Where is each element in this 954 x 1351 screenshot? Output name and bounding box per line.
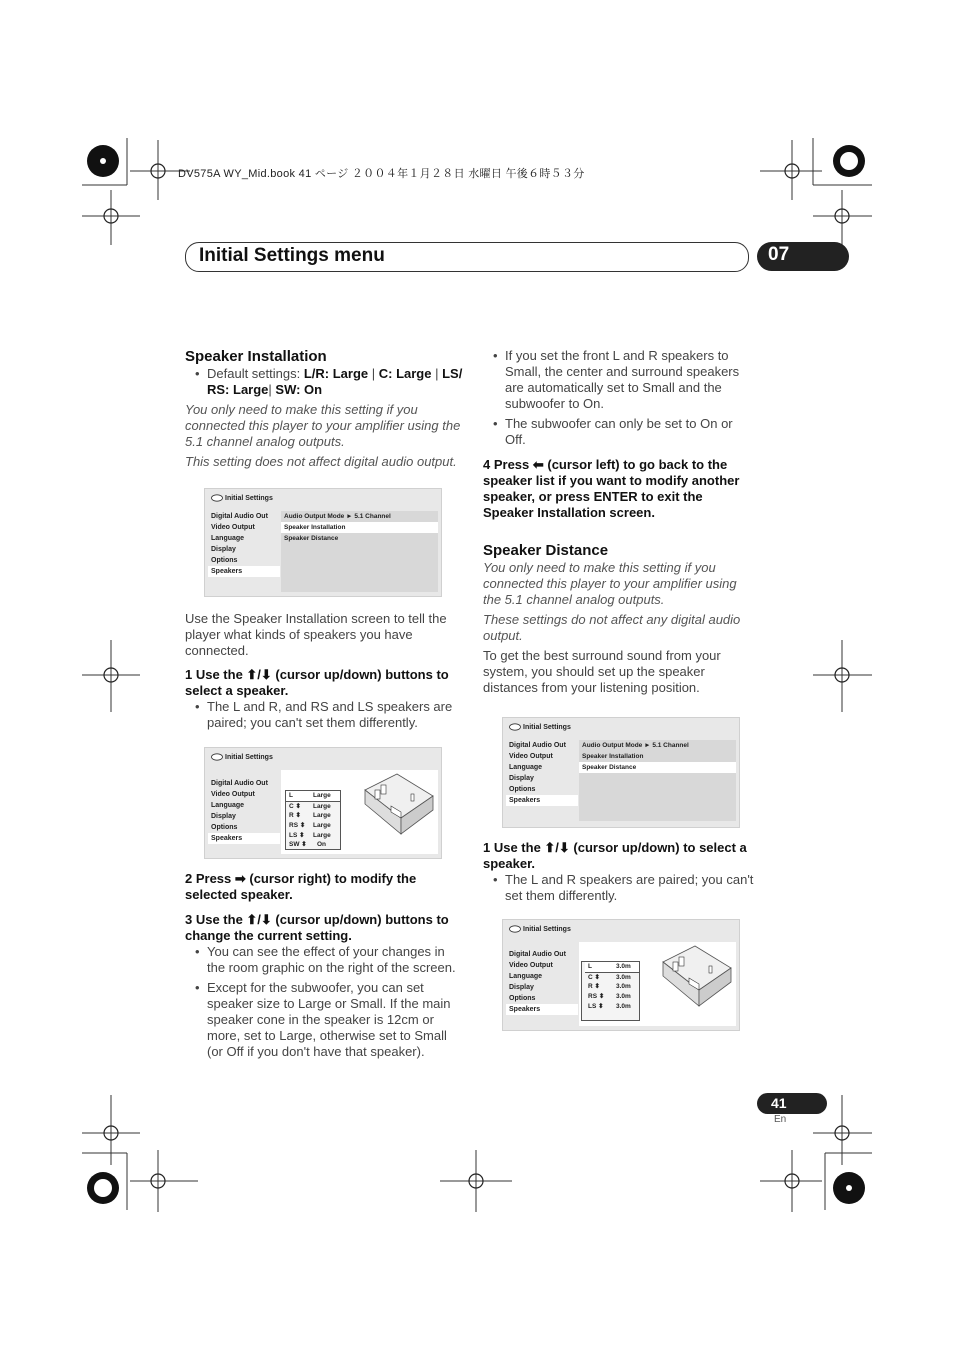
menu-item[interactable]: Display — [211, 813, 236, 820]
submenu-item[interactable]: Audio Output Mode ► 5.1 Channel — [284, 513, 391, 520]
note-italic: These settings do not affect any digital audio output. — [483, 612, 741, 643]
menu-item[interactable]: Speakers — [506, 1004, 578, 1015]
speaker-panel — [579, 942, 736, 1026]
note-italic: You only need to make this setting if you connected this player to your amplifier using the 5.1 channel analog outputs. — [483, 560, 737, 607]
menu-item[interactable]: Language — [509, 973, 543, 980]
disc-icon — [211, 753, 223, 761]
speaker-row[interactable]: RS ⬍ 3.0m — [588, 993, 631, 1001]
language-code: En — [774, 1114, 787, 1125]
settings-menu — [208, 778, 280, 844]
submenu-item[interactable]: Audio Output Mode ► 5.1 Channel — [582, 742, 689, 749]
screen-title: Initial Settings — [509, 723, 571, 731]
submenu-item[interactable]: Speaker Installation — [281, 522, 438, 533]
speaker-size-screen — [204, 747, 442, 859]
speaker-size-table — [285, 790, 341, 850]
intro-text: Use the Speaker Installation screen to tell the player what kinds of speakers you have connected. — [185, 611, 447, 658]
step-2: 2 Press ➡ (cursor right) to modify the selected speaker. — [185, 871, 417, 902]
speaker-row[interactable]: L 3.0m — [585, 962, 639, 973]
submenu-item[interactable]: Speaker Installation — [582, 753, 644, 760]
menu-item[interactable]: Language — [509, 764, 543, 771]
submenu-item[interactable]: Speaker Distance — [284, 535, 339, 542]
bullet: • The subwoofer can only be set to On or Off. — [483, 416, 755, 448]
speaker-row[interactable]: SW ⬍ On — [289, 841, 327, 849]
step-3-bullet: • You can see the effect of your changes in the room graphic on the right of the screen. — [185, 944, 463, 976]
menu-item[interactable]: Language — [211, 802, 245, 809]
disc-icon — [509, 925, 521, 933]
page-title: Initial Settings menu — [199, 245, 385, 266]
menu-item[interactable]: Digital Audio Out — [211, 780, 268, 787]
menu-item[interactable]: Video Output — [211, 791, 255, 798]
speaker-distance-table — [581, 961, 640, 1021]
right-column-2 — [483, 840, 755, 908]
submenu-item[interactable]: Speaker Distance — [579, 762, 736, 773]
menu-item[interactable]: Video Output — [211, 524, 255, 531]
left-column-2 — [185, 611, 463, 735]
menu-item[interactable]: Options — [211, 557, 238, 564]
page-number: 41 — [771, 1095, 787, 1111]
speaker-panel — [281, 770, 438, 854]
bullet: • If you set the front L and R speakers to Small, the center and surround speakers are automatically set to Small and the subwoofer to On. — [483, 348, 755, 412]
menu-item[interactable]: Digital Audio Out — [211, 513, 268, 520]
menu-item[interactable]: Digital Audio Out — [509, 951, 566, 958]
speaker-row[interactable]: R ⬍ 3.0m — [588, 983, 631, 991]
menu-item[interactable]: Options — [509, 786, 536, 793]
speaker-row[interactable]: R ⬍ Large — [289, 812, 331, 820]
note-italic: You only need to make this setting if you connected this player to your amplifier using the 5.1 channel analog outputs. — [185, 402, 461, 449]
menu-item[interactable]: Speakers — [506, 795, 578, 806]
chapter-number: 07 — [768, 244, 790, 265]
speaker-distance-heading: Speaker Distance — [483, 542, 609, 559]
menu-item[interactable]: Speakers — [208, 833, 280, 844]
settings-menu — [506, 949, 578, 1015]
print-line: DV575A WY_Mid.book 41 ページ ２００４年１月２８日 水曜日 午後６時５３分 — [178, 168, 585, 180]
menu-item[interactable]: Video Output — [509, 753, 553, 760]
step-4: 4 Press ⬅ (cursor left) to go back to the speaker list if you want to modify another speaker, or press ENTER to exit the Speaker Installation screen. — [483, 457, 740, 520]
speaker-row[interactable]: LS ⬍ 3.0m — [588, 1002, 631, 1010]
speaker-row[interactable]: C ⬍ 3.0m — [588, 973, 631, 981]
step-1: 1 Use the ⬆/⬇ (cursor up/down) to select a speaker. — [483, 840, 747, 871]
settings-menu — [506, 740, 578, 806]
menu-item[interactable]: Options — [211, 824, 238, 831]
speaker-distance-values-screen — [502, 919, 740, 1031]
intro-text: To get the best surround sound from your system, you should set up the speaker distances from your listening position. — [483, 648, 721, 695]
step-1-bullet: • The L and R, and RS and LS speakers are paired; you can't set them differently. — [185, 699, 463, 731]
step-3: 3 Use the ⬆/⬇ (cursor up/down) buttons to change the current setting. — [185, 912, 449, 943]
page-title-bar — [185, 242, 749, 272]
page-number-badge — [757, 1093, 827, 1114]
default-settings: • Default settings: L/R: Large | C: Large | LS/ RS: Large| SW: On — [185, 366, 463, 398]
left-column-3 — [185, 871, 463, 1064]
settings-menu — [208, 511, 280, 577]
menu-item[interactable]: Video Output — [509, 962, 553, 969]
menu-item[interactable]: Digital Audio Out — [509, 742, 566, 749]
step-1-bullet: • The L and R speakers are paired; you can't set them differently. — [483, 872, 755, 904]
room-graphic — [361, 772, 437, 848]
speaker-installation-heading: Speaker Installation — [185, 348, 327, 365]
menu-item[interactable]: Language — [211, 535, 245, 542]
speaker-row[interactable]: L Large — [286, 791, 340, 802]
left-column — [185, 348, 463, 474]
submenu-panel — [579, 740, 736, 821]
screen-title: Initial Settings — [211, 753, 273, 761]
disc-icon — [509, 723, 521, 731]
submenu-panel — [281, 511, 438, 592]
speaker-row[interactable]: RS ⬍ Large — [289, 822, 331, 830]
screen-title: Initial Settings — [211, 494, 273, 502]
step-3-bullet: • Except for the subwoofer, you can set speaker size to Large or Small. If the main speaker cone in the speaker is 12cm or more, set to Large, otherwise set to Small (or Off if you don't have that speaker). — [185, 980, 463, 1060]
room-graphic — [659, 944, 735, 1020]
menu-item[interactable]: Display — [211, 546, 236, 553]
step-1: 1 Use the ⬆/⬇ (cursor up/down) buttons to select a speaker. — [185, 667, 449, 698]
screen-title: Initial Settings — [509, 925, 571, 933]
note-italic: This setting does not affect digital audio output. — [185, 454, 457, 469]
menu-item[interactable]: Speakers — [208, 566, 280, 577]
speaker-installation-screen — [204, 488, 442, 597]
menu-item[interactable]: Display — [509, 984, 534, 991]
disc-icon — [211, 494, 223, 502]
speaker-distance-screen — [502, 717, 740, 828]
speaker-row[interactable]: LS ⬍ Large — [289, 831, 331, 839]
menu-item[interactable]: Options — [509, 995, 536, 1002]
speaker-row[interactable]: C ⬍ Large — [289, 802, 331, 810]
chapter-badge — [757, 242, 849, 271]
right-column — [483, 348, 755, 700]
menu-item[interactable]: Display — [509, 775, 534, 782]
